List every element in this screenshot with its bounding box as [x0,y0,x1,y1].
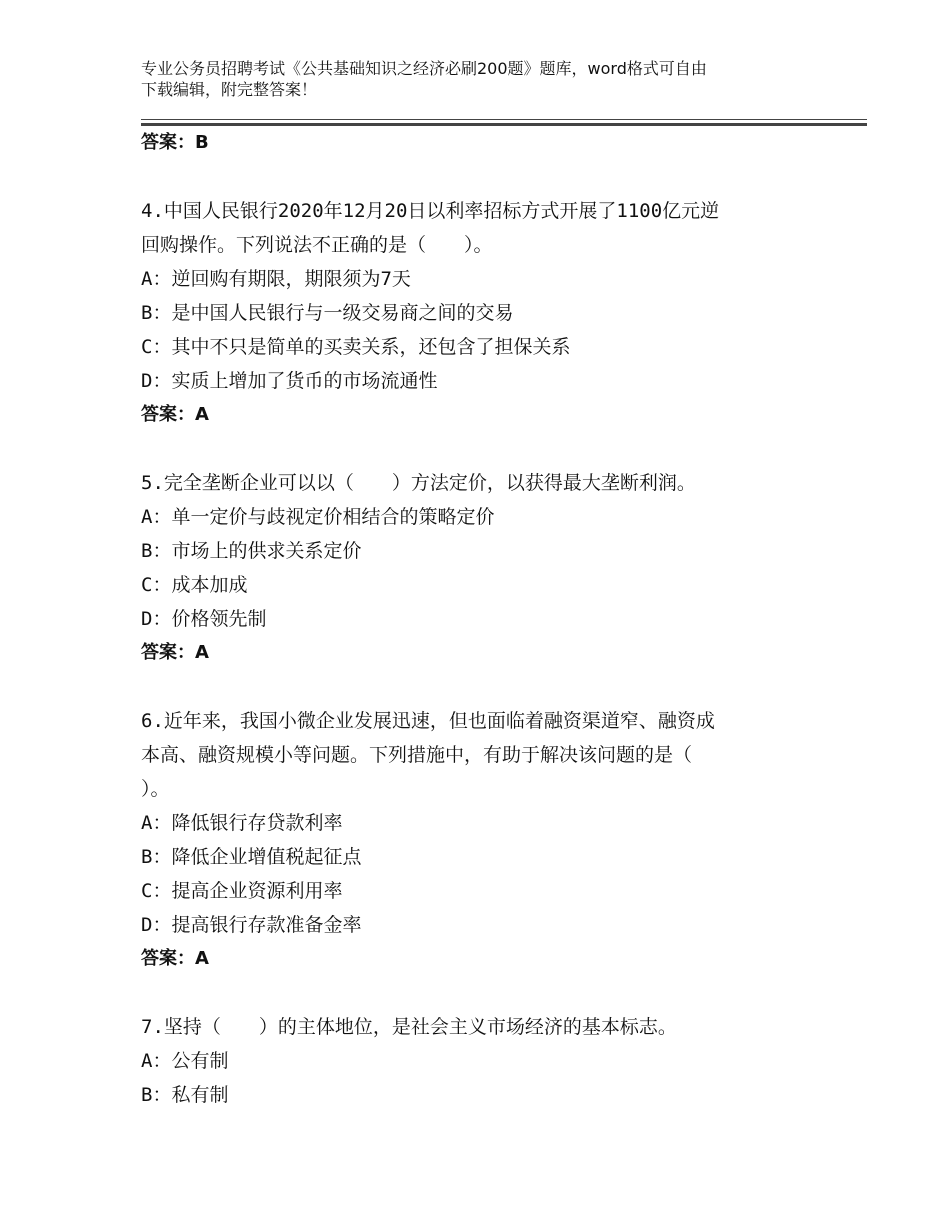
question-4 [141,194,831,432]
option-b: B：降低企业增值税起征点 [141,846,362,868]
answer: 答案：A [141,404,209,425]
question-5 [141,466,831,670]
question-text-line: 回购操作。下列说法不正确的是（ ）。 [141,234,493,256]
option-a: A：逆回购有期限，期限须为7天 [141,268,411,290]
option-b: B：是中国人民银行与一级交易商之间的交易 [141,302,514,324]
option-d: D：提高银行存款准备金率 [141,914,362,936]
option-c: C：提高企业资源利用率 [141,880,343,902]
option-d: D：价格领先制 [141,608,267,630]
page-header [141,58,821,100]
option-a: A：公有制 [141,1050,229,1072]
answer: 答案：A [141,642,209,663]
question-text-line: 本高、融资规模小等问题。下列措施中，有助于解决该问题的是（ [141,744,693,766]
option-a: A：降低银行存贷款利率 [141,812,343,834]
question-6 [141,704,831,976]
header-line-1: 专业公务员招聘考试《公共基础知识之经济必刷200题》题库，word格式可自由 [141,59,707,78]
question-text-line: 6.近年来，我国小微企业发展迅速，但也面临着融资渠道窄、融资成 [141,710,715,732]
question-text-line: ）。 [141,778,170,800]
option-b: B：私有制 [141,1084,229,1106]
option-c: C：成本加成 [141,574,248,596]
document-body [141,126,831,1112]
option-b: B：市场上的供求关系定价 [141,540,362,562]
option-a: A：单一定价与歧视定价相结合的策略定价 [141,506,495,528]
question-7 [141,1010,831,1112]
question-text-line: 5.完全垄断企业可以以（ ）方法定价，以获得最大垄断利润。 [141,472,696,494]
answer: 答案：A [141,948,209,969]
option-d: D：实质上增加了货币的市场流通性 [141,370,438,392]
header-line-2: 下载编辑，附完整答案！ [141,80,318,99]
previous-answer: 答案：B [141,132,209,153]
question-text-line: 7.坚持（ ）的主体地位，是社会主义市场经济的基本标志。 [141,1016,677,1038]
header-rule-thin [141,119,867,120]
question-text-line: 4.中国人民银行2020年12月20日以利率招标方式开展了1100亿元逆 [141,200,720,222]
option-c: C：其中不只是简单的买卖关系，还包含了担保关系 [141,336,571,358]
